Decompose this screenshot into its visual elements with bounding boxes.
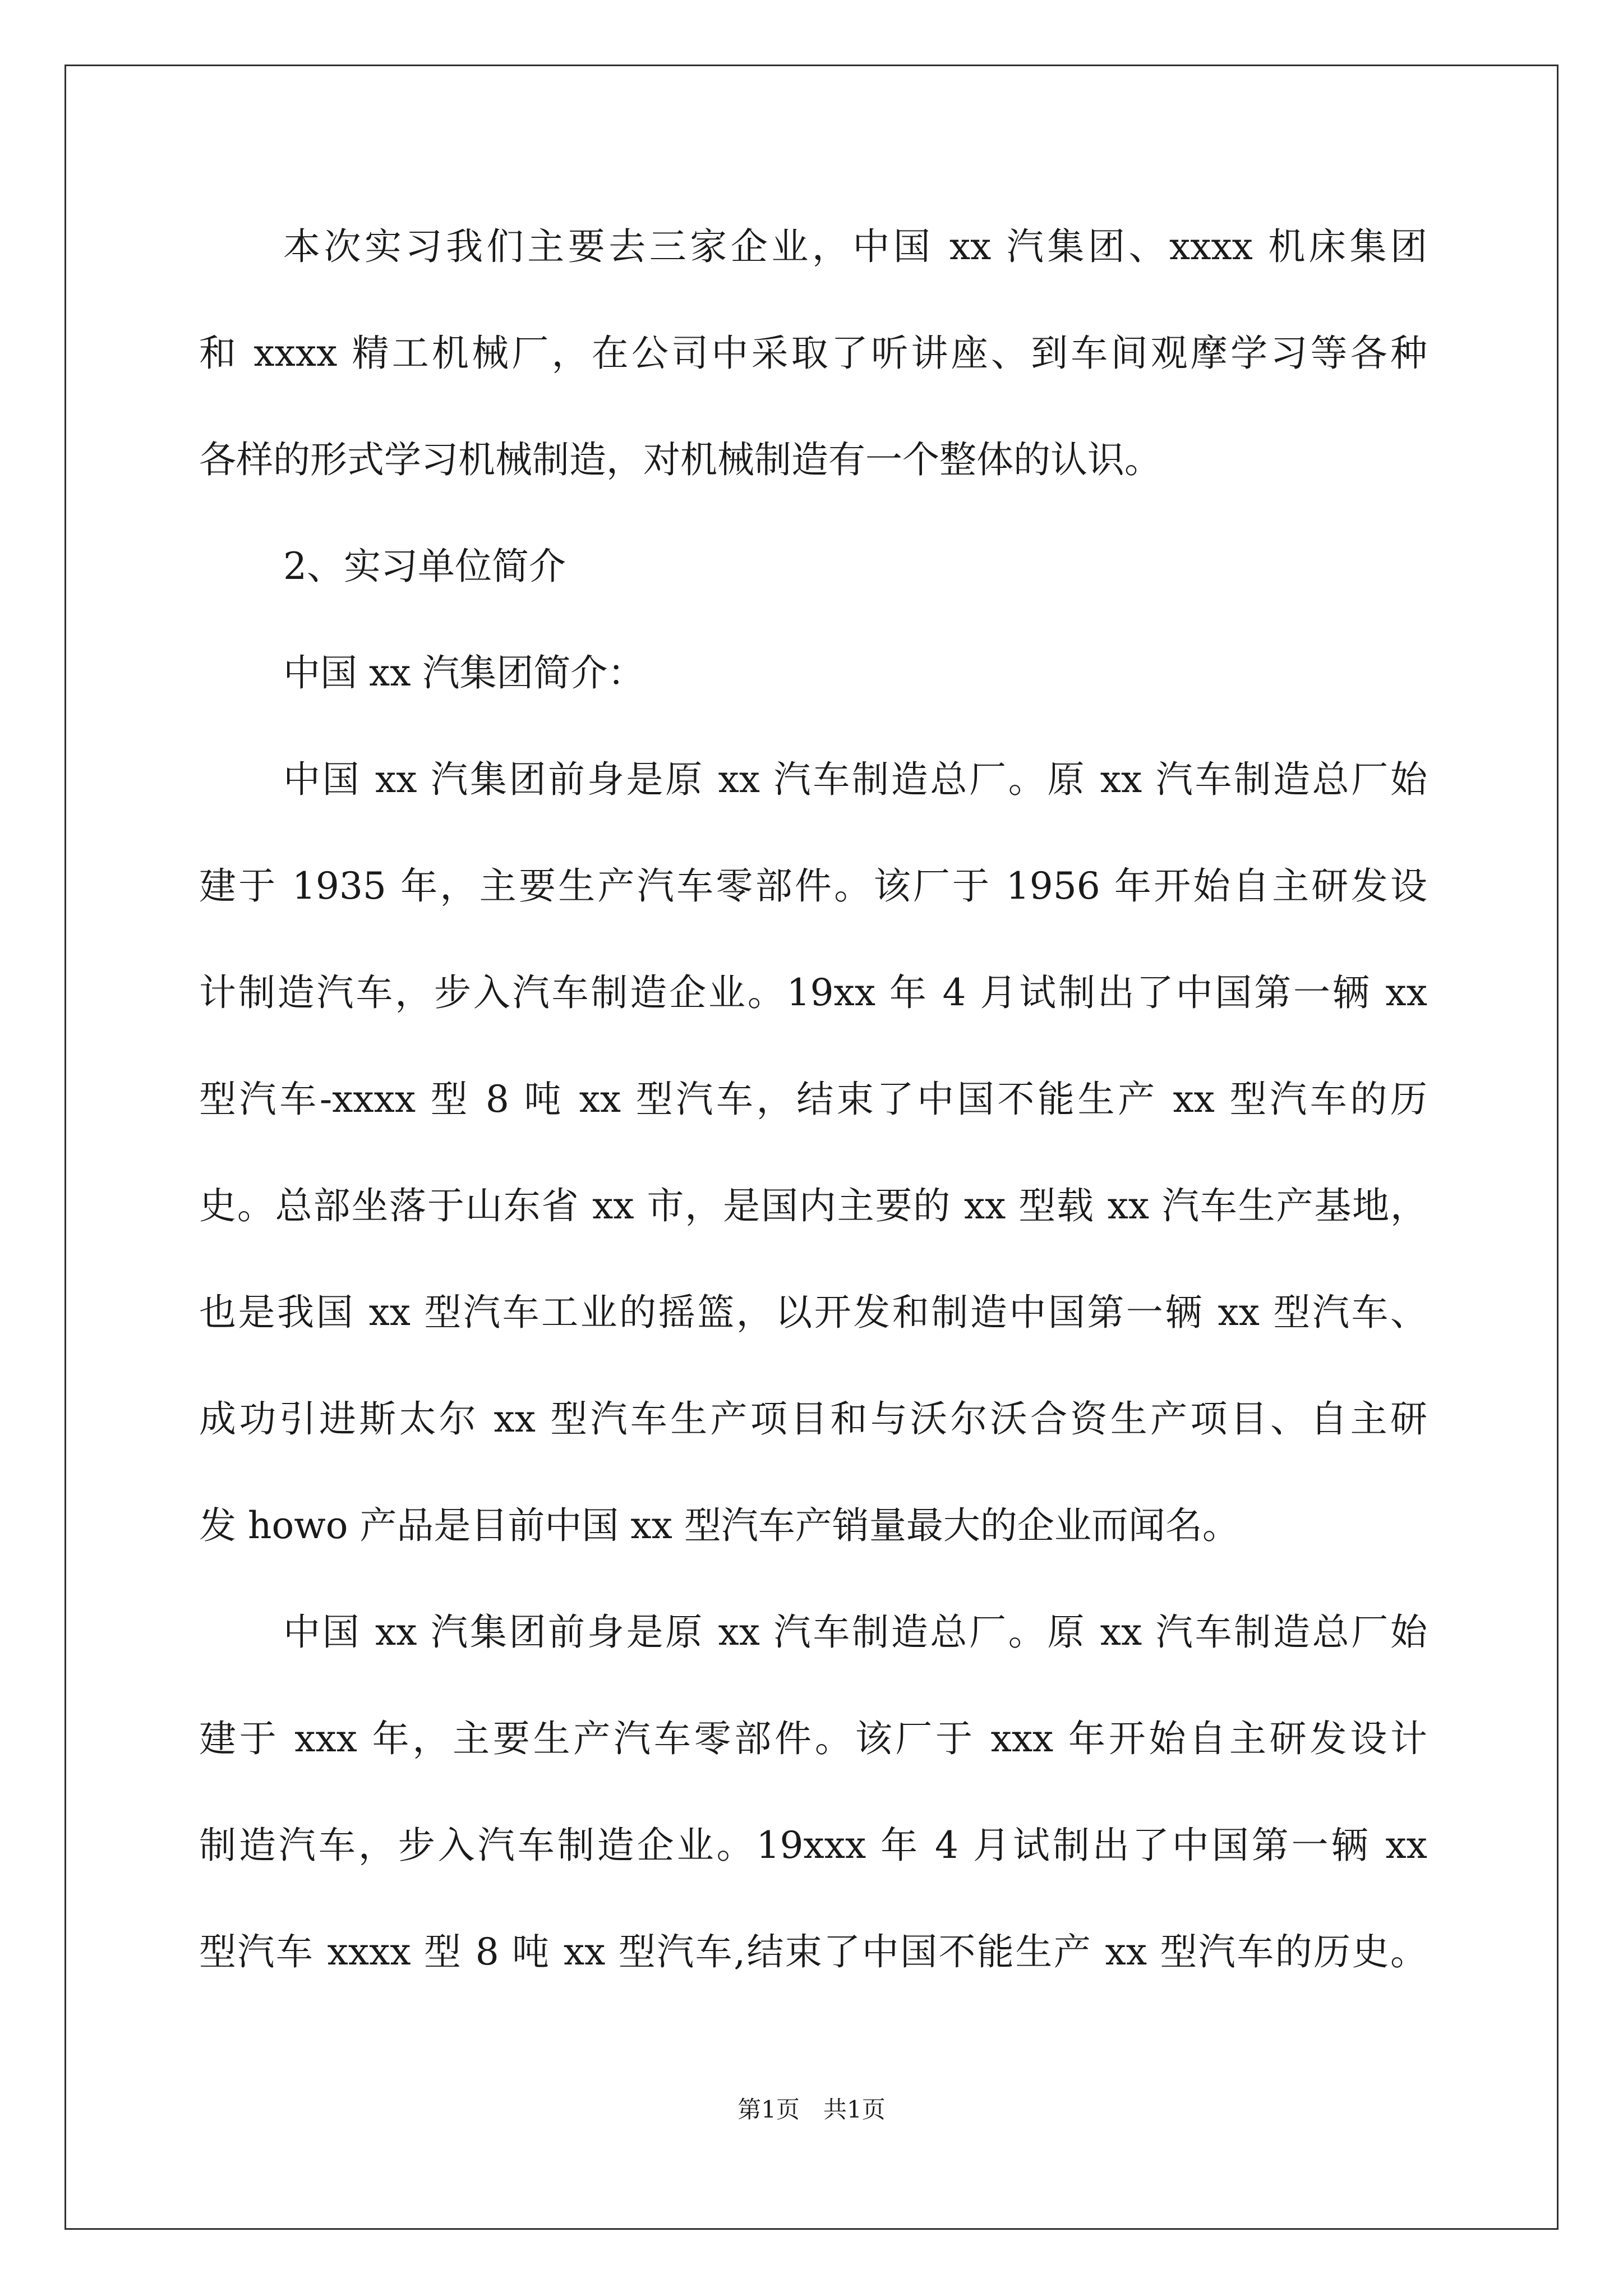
section-heading: 2、实习单位简介	[283, 545, 566, 588]
text-line: 成功引进斯太尔 xx 型汽车生产项目和与沃尔沃合资生产项目、自主研	[199, 1397, 1427, 1441]
text-line: 型汽车-xxxx 型 8 吨 xx 型汽车，结束了中国不能生产 xx 型汽车的历	[199, 1078, 1427, 1121]
page-border	[64, 65, 1559, 2230]
text-line: 计制造汽车，步入汽车制造企业。19xx 年 4 月试制出了中国第一辆 xx	[199, 971, 1427, 1014]
page-number: 第1页 共1页	[737, 2096, 886, 2123]
text-line: 史。总部坐落于山东省 xx 市，是国内主要的 xx 型载 xx 汽车生产基地，	[199, 1184, 1427, 1227]
text-line: 中国 xx 汽集团前身是原 xx 汽车制造总厂。原 xx 汽车制造总厂始	[283, 758, 1427, 801]
text-line: 中国 xx 汽集团前身是原 xx 汽车制造总厂。原 xx 汽车制造总厂始	[283, 1611, 1427, 1654]
text-line: 和 xxxx 精工机械厂，在公司中采取了听讲座、到车间观摩学习等各种	[199, 332, 1427, 375]
subsection-heading: 中国 xx 汽集团简介：	[283, 651, 645, 694]
text-line: 制造汽车，步入汽车制造企业。19xxx 年 4 月试制出了中国第一辆 xx	[199, 1824, 1427, 1867]
text-line: 也是我国 xx 型汽车工业的摇篮，以开发和制造中国第一辆 xx 型汽车、	[199, 1291, 1427, 1334]
text-line: 发 howo 产品是目前中国 xx 型汽车产销量最大的企业而闻名。	[199, 1504, 1239, 1547]
text-line: 建于 1935 年，主要生产汽车零部件。该厂于 1956 年开始自主研发设	[199, 864, 1427, 908]
text-line: 建于 xxx 年，主要生产汽车零部件。该厂于 xxx 年开始自主研发设计	[199, 1717, 1427, 1760]
text-line: 各样的形式学习机械制造，对机械制造有一个整体的认识。	[199, 438, 1161, 481]
text-line: 型汽车 xxxx 型 8 吨 xx 型汽车,结束了中国不能生产 xx 型汽车的历史。	[199, 1930, 1427, 1973]
text-line: 本次实习我们主要去三家企业，中国 xx 汽集团、xxxx 机床集团	[283, 225, 1427, 268]
